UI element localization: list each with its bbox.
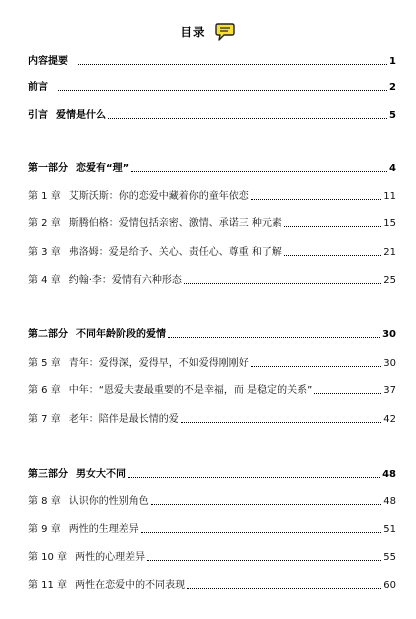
toc-entry-title: [28, 358, 249, 370]
leader-dots: [58, 89, 387, 91]
toc-entry-title: [28, 385, 312, 397]
toc-entry-text: 两性的生理差异: [68, 524, 139, 535]
toc-entry[interactable]: [28, 520, 396, 536]
toc-entry-label: 第 10 章: [28, 552, 68, 563]
toc-entry-label: 内容提要: [28, 56, 68, 67]
toc-entry-text: 认识你的性别角色: [68, 496, 149, 507]
page-number: 4: [389, 163, 396, 174]
page-number: 2: [389, 82, 396, 93]
leader-dots: [251, 198, 382, 200]
toc-entry-text: 男女大不同: [76, 469, 126, 480]
page-number: 60: [383, 580, 396, 591]
leader-dots: [168, 336, 380, 338]
toc-entry-label: 第 1 章: [28, 191, 61, 202]
leader-dots: [151, 503, 382, 505]
toc-entry[interactable]: [28, 381, 396, 397]
toc-entry[interactable]: [28, 492, 396, 508]
page-number: 48: [382, 469, 396, 480]
toc-entry-label: 第 5 章: [28, 358, 61, 369]
leader-dots: [141, 531, 382, 533]
page-number: 5: [389, 110, 396, 121]
leader-dots: [78, 63, 387, 65]
toc-entry-title: [28, 56, 76, 68]
toc-entry-label: 第 3 章: [28, 247, 61, 258]
toc-entry[interactable]: [28, 576, 396, 592]
leader-dots: [184, 282, 381, 284]
chat-bubble-icon: [214, 22, 236, 42]
page-number: 42: [383, 414, 396, 425]
toc-entry-text: 约翰·李：爱情有六种形态: [68, 275, 182, 286]
toc-entry-label: 第 8 章: [28, 496, 61, 507]
toc-entry[interactable]: [28, 78, 396, 94]
toc-entry[interactable]: [28, 548, 396, 564]
page-number: 51: [383, 524, 396, 535]
toc-entry-title: [28, 247, 282, 259]
toc-entry-title: [28, 163, 129, 175]
toc-entry[interactable]: [28, 187, 396, 203]
toc-entry[interactable]: [28, 243, 396, 259]
toc-entry-label: 第 4 章: [28, 275, 61, 286]
page-number: 15: [383, 218, 396, 229]
page-number: 37: [383, 385, 396, 396]
leader-dots: [284, 254, 381, 256]
leader-dots: [284, 225, 381, 227]
toc-entry-label: 第 2 章: [28, 218, 61, 229]
toc-entry[interactable]: [28, 52, 396, 68]
toc-entry-label: 第三部分: [28, 469, 68, 480]
toc-entry-label: 第 6 章: [28, 385, 61, 396]
toc-entry-title: [28, 191, 249, 203]
leader-dots: [128, 476, 380, 478]
toc-entry-title: [28, 524, 139, 536]
toc-entry-text: 斯腾伯格：爱情包括亲密、激情、承诺三 种元素: [68, 218, 282, 229]
toc-entry-text: 恋爱有“理”: [76, 163, 130, 174]
toc-entry[interactable]: [28, 465, 396, 481]
toc-entry[interactable]: [28, 354, 396, 370]
toc-entry-label: 第 7 章: [28, 414, 61, 425]
page-number: 1: [389, 56, 396, 67]
page-number: 21: [383, 247, 396, 258]
toc-entry-title: [28, 414, 179, 426]
toc-header: [0, 20, 416, 44]
page-number: 55: [383, 552, 396, 563]
toc-title: 目录: [180, 25, 206, 39]
page-number: 30: [383, 358, 396, 369]
leader-dots: [181, 421, 382, 423]
toc-entry-title: [28, 329, 166, 341]
toc-entry-text: 爱情是什么: [56, 110, 106, 121]
page-number: 11: [383, 191, 396, 202]
leader-dots: [187, 587, 381, 589]
page-number: 25: [383, 275, 396, 286]
toc-entry[interactable]: [28, 271, 396, 287]
page-number: 48: [383, 496, 396, 507]
leader-dots: [251, 365, 382, 367]
toc-entry-text: 两性的心理差异: [75, 552, 146, 563]
toc-entry-title: [28, 110, 106, 122]
toc-entry[interactable]: [28, 214, 396, 230]
leader-dots: [314, 392, 381, 394]
toc-entry-text: 弗洛姆：爱是给予、关心、责任心、尊重 和了解: [68, 247, 282, 258]
toc-entry-title: [28, 496, 149, 508]
toc-entry-label: 前言: [28, 82, 48, 93]
toc-entry-text: 中年：“恩爱夫妻最重要的不是幸福，而 是稳定的关系”: [68, 385, 313, 396]
toc-entry-label: 第 11 章: [28, 580, 68, 591]
toc-entry-title: [28, 218, 282, 230]
toc-entry-text: 老年：陪伴是最长情的爱: [68, 414, 179, 425]
toc-entry-title: [28, 82, 56, 94]
toc-entry-label: 引言: [28, 110, 48, 121]
leader-dots: [147, 559, 381, 561]
toc-entry-title: [28, 469, 126, 481]
toc-entry-text: 艾斯沃斯：你的恋爱中藏着你的童年依恋: [68, 191, 249, 202]
toc-entry-text: 青年：爱得深，爱得早，不如爱得刚刚好: [68, 358, 249, 369]
toc-entry-text: 两性在恋爱中的不同表现: [75, 580, 186, 591]
toc-entry[interactable]: [28, 159, 396, 175]
toc-entry-label: 第 9 章: [28, 524, 61, 535]
toc-entry-label: 第一部分: [28, 163, 68, 174]
toc-entry-title: [28, 552, 145, 564]
toc-entry-label: 第二部分: [28, 329, 68, 340]
toc-entry-title: [28, 580, 185, 592]
leader-dots: [108, 117, 387, 119]
toc-entry[interactable]: [28, 410, 396, 426]
page-number: 30: [382, 329, 396, 340]
toc-entry-text: 不同年龄阶段的爱情: [76, 329, 166, 340]
toc-entry[interactable]: [28, 325, 396, 341]
leader-dots: [131, 170, 387, 172]
toc-entry-title: [28, 275, 182, 287]
toc-entry[interactable]: [28, 106, 396, 122]
